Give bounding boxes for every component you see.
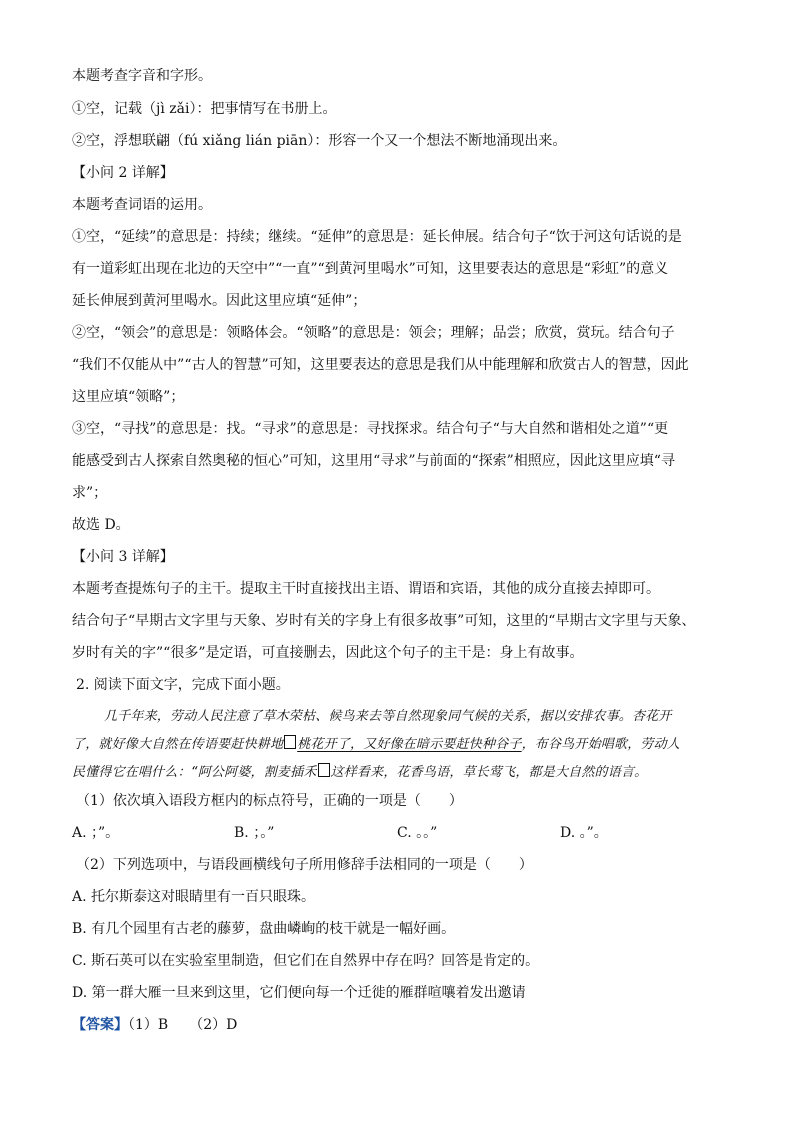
answer-tag: 【答案】: [72, 1017, 128, 1033]
punctuation-blank-box-1: [284, 735, 296, 749]
passage-line-1: 几千年来，劳动人民注意了草木荣枯、候鸟来去等自然现象同气候的关系，据以安排农事。杏花开: [104, 709, 672, 724]
q2-explain-line-4: 延长伸展到黄河里喝水。因此这里应填“延伸”；: [72, 293, 367, 309]
sub2-option-c: C. 斯石英可以在实验室里制造，但它们在自然界中存在吗？回答是肯定的。: [72, 953, 540, 969]
q2-explain-line-6: “我们不仅能从中”“古人的智慧”可知，这里要表达的意思是我们从中能理解和欣赏古人的智慧，因此: [72, 357, 689, 373]
answer-value: （1）B （2）D: [128, 1017, 238, 1033]
q2-explain-line-11: 故选 D。: [72, 517, 130, 533]
q2-explain-line-7: 这里应填“领略”；: [72, 389, 185, 405]
q3-section-header: 【小问 3 详解】: [72, 549, 174, 565]
passage-line-3-text-b: 这样看来，花香鸟语，草长莺飞，都是大自然的语言。: [330, 765, 648, 780]
q2-section-header: 【小问 2 详解】: [72, 165, 174, 181]
sub1-option-d: D. 。”。: [560, 825, 608, 841]
q2-explain-line-5: ②空，“领会”的意思是：领略体会。“领略”的意思是：领会；理解；品尝；欣赏，赏玩。结合句子: [72, 325, 675, 341]
passage-line-2: [72, 735, 680, 755]
q2-explain-line-8: ③空，“寻找”的意思是：找。“寻求”的意思是：寻找探求。结合句子“与大自然和谐相处之道”“更: [72, 421, 669, 437]
q3-explain-line-2: 结合句子“早期古文字里与天象、岁时有关的字身上有很多故事”可知，这里的“早期古文字里与天象、: [72, 613, 696, 629]
q2-explain-line-1: 本题考查词语的运用。: [72, 197, 212, 213]
q3-explain-line-1: 本题考查提炼句子的主干。提取主干时直接找出主语、谓语和宾语，其他的成分直接去掉即可。: [72, 581, 660, 597]
passage-line-3: [72, 763, 647, 783]
q1-explain-line-2: ①空，记载（jì zǎi）：把事情写在书册上。: [72, 101, 337, 117]
passage-line-2-text-b: ，布谷鸟开始唱歌，劳动人: [521, 737, 681, 752]
underlined-sentence: 桃花开了，又好像在暗示要赶快种谷子: [297, 737, 522, 752]
q1-explain-line-1: 本题考查字音和字形。: [72, 68, 212, 84]
q2-explain-line-3: 有一道彩虹出现在北边的天空中”“一直”“到黄河里喝水”可知，这里要表达的意思是“彩虹”的意义: [72, 261, 669, 277]
passage-line-3-text-a: 民懂得它在唱什么：“阿公阿婆，割麦插禾: [72, 765, 317, 780]
sub-question-1-stem: （1）依次填入语段方框内的标点符号，正确的一项是（ ）: [76, 793, 463, 809]
q2-explain-line-9: 能感受到古人探索自然奥秘的恒心”可知，这里用“寻求”与前面的“探索”相照应，因此这里应填“寻: [72, 453, 675, 469]
passage-line-2-text-a: 了，就好像大自然在传语要赶快耕地: [72, 737, 284, 752]
sub1-option-c: C. 。。”: [397, 825, 438, 841]
sub2-option-a: A. 托尔斯泰这对眼睛里有一百只眼珠。: [72, 889, 316, 905]
q1-explain-line-3: ②空，浮想联翩（fú xiǎng lián piān）：形容一个又一个想法不断地涌现出来。: [72, 133, 567, 149]
q3-explain-line-3: 岁时有关的字”“很多”是定语，可直接删去，因此这个句子的主干是：身上有故事。: [72, 645, 584, 661]
q2-explain-line-2: ①空，“延续”的意思是：持续；继续。“延伸”的意思是：延长伸展。结合句子“饮于河这句话说的是: [72, 229, 682, 245]
sub1-option-b: B. ；。”: [234, 825, 275, 841]
question-2-title: 2. 阅读下面文字，完成下面小题。: [76, 677, 290, 693]
sub2-option-b: B. 有几个园里有古老的藤萝，盘曲嶙峋的枝干就是一幅好画。: [72, 921, 456, 937]
sub1-option-a: A. ；”。: [72, 825, 120, 841]
q2-explain-line-10: 求”；: [72, 485, 108, 501]
sub-question-2-stem: （2）下列选项中，与语段画横线句子所用修辞手法相同的一项是（ ）: [76, 857, 533, 873]
punctuation-blank-box-2: [318, 763, 330, 777]
answer-line: [72, 1015, 237, 1035]
sub2-option-d: D. 第一群大雁一旦来到这里，它们便向每一个迁徙的雁群喧嚷着发出邀请: [72, 985, 526, 1001]
